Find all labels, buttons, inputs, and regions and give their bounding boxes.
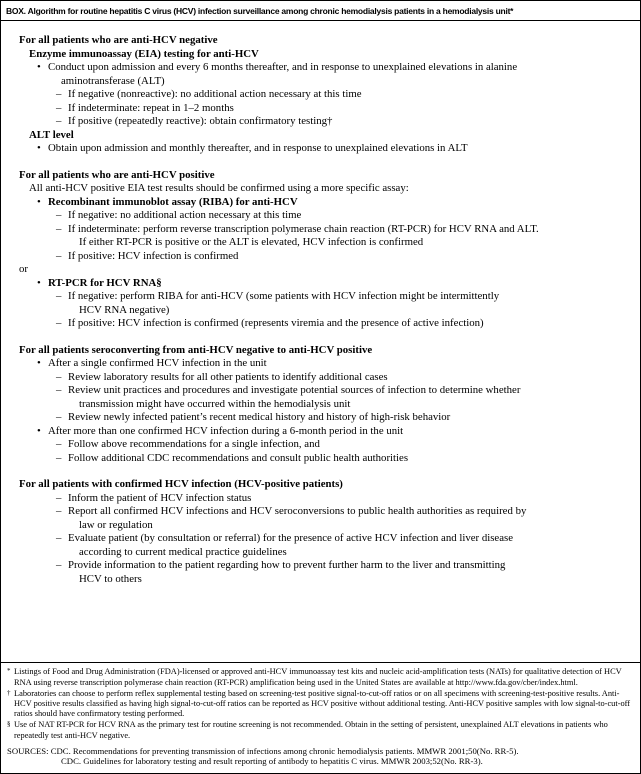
dash-marker: – bbox=[56, 222, 62, 235]
dash-marker: – bbox=[56, 101, 62, 114]
item-text: Recombinant immunoblot assay (RIBA) for anti-HCV bbox=[48, 195, 298, 208]
source-text: CDC. Guidelines for laboratory testing and result reporting of antibody to hepatitis C virus. MMWR 2003;52(No. RR-3). bbox=[61, 756, 483, 767]
section bbox=[11, 169, 628, 331]
content-line-dash bbox=[11, 209, 628, 223]
source-line bbox=[7, 756, 632, 767]
content-line-dash bbox=[11, 223, 628, 237]
footnote-marker: † bbox=[7, 688, 11, 697]
section-heading: For all patients who are anti-HCV negative bbox=[19, 34, 218, 46]
footnote-text: Listings of Food and Drug Administration (FDA)-licensed or approved anti-HCV immunoassay test kits and nucleic acid-amplification tests (NATs) for qualitative detection of HCV RNA using reverse transcription polymerase chain reaction (RT-PCR) amplification being used in the United States are available at http://www.fda.gov/cber/index.html. bbox=[14, 667, 622, 687]
content-line-bullet bbox=[11, 357, 628, 371]
footnote-marker: § bbox=[7, 720, 11, 729]
section bbox=[11, 478, 628, 586]
dash-marker: – bbox=[56, 384, 62, 396]
section-heading: For all patients who are anti-HCV positive bbox=[19, 168, 215, 181]
dash-marker: – bbox=[56, 88, 62, 100]
continuation-line: HCV RNA negative) bbox=[79, 303, 170, 316]
content-line-dash bbox=[11, 438, 628, 452]
item-text: Review unit practices and procedures and investigate potential sources of infection to determine whether bbox=[68, 384, 521, 396]
footnote-text: Use of NAT RT-PCR for HCV RNA as the primary test for routine screening is not recommended. Obtain in the setting of persistent, unexplained ALT elevations in patients who repeatedly test anti-HCV negative. bbox=[14, 720, 608, 740]
content-line-dash bbox=[11, 317, 628, 331]
content-line-dash bbox=[11, 250, 628, 264]
dash-marker: – bbox=[56, 505, 62, 517]
content-line-bullet-bold bbox=[11, 277, 628, 291]
content-line-dash bbox=[11, 559, 628, 573]
item-text: Conduct upon admission and every 6 months thereafter, and in response to unexplained elevations in alanine bbox=[48, 61, 518, 73]
item-text: If negative: no additional action necessary at this time bbox=[68, 209, 302, 221]
continuation-line: law or regulation bbox=[79, 518, 153, 531]
dash-marker: – bbox=[56, 559, 62, 571]
box-content bbox=[1, 21, 640, 662]
dash-marker: – bbox=[56, 491, 62, 504]
footnote-list bbox=[7, 667, 632, 740]
section-heading: For all patients with confirmed HCV infection (HCV-positive patients) bbox=[19, 478, 343, 490]
item-text: If indeterminate: perform reverse transcription polymerase chain reaction (RT-PCR) for HCV RNA and ALT. bbox=[68, 222, 539, 235]
sources-label: SOURCES: bbox=[7, 745, 49, 756]
dash-marker: – bbox=[56, 532, 62, 544]
content-line-or: or bbox=[19, 263, 28, 275]
source-text: CDC. Recommendations for preventing transmission of infections among chronic hemodialysis patients. MMWR 2001;50(No. RR-5). bbox=[50, 745, 519, 756]
footnote bbox=[7, 720, 632, 740]
item-text: Obtain upon admission and monthly thereafter, and in response to unexplained elevations in ALT bbox=[48, 142, 468, 154]
content-line-dash bbox=[11, 290, 628, 304]
content-line-subheading: ALT level bbox=[29, 128, 74, 141]
dash-marker: – bbox=[56, 249, 62, 262]
content-line-dash bbox=[11, 102, 628, 116]
bullet-marker: • bbox=[37, 357, 41, 369]
content-line-bullet bbox=[11, 61, 628, 75]
content-line-dash bbox=[11, 532, 628, 546]
box-title: BOX. Algorithm for routine hepatitis C virus (HCV) infection surveillance among chronic hemodialysis patients in a hemodialysis unit* bbox=[1, 1, 640, 21]
dash-marker: – bbox=[56, 411, 62, 423]
dash-marker: – bbox=[56, 370, 62, 383]
content-line-dash bbox=[11, 452, 628, 466]
dash-marker: – bbox=[56, 317, 62, 329]
continuation-line: aminotransferase (ALT) bbox=[61, 74, 165, 87]
content-line-dash bbox=[11, 371, 628, 385]
section bbox=[11, 344, 628, 466]
item-text: Review laboratory results for all other patients to identify additional cases bbox=[68, 370, 388, 383]
bullet-marker: • bbox=[37, 424, 41, 437]
content-line-bullet-bold bbox=[11, 196, 628, 210]
footnote-marker: * bbox=[7, 667, 11, 676]
item-text: RT-PCR for HCV RNA§ bbox=[48, 276, 162, 289]
content-line-bullet bbox=[11, 425, 628, 439]
item-text: Review newly infected patient’s recent medical history and history of high-risk behavior bbox=[68, 411, 451, 423]
item-text: Evaluate patient (by consultation or referral) for the presence of active HCV infection and liver disease bbox=[68, 532, 513, 544]
continuation-line: HCV to others bbox=[79, 572, 142, 585]
item-text: If positive: HCV infection is confirmed bbox=[68, 249, 239, 262]
item-text: Report all confirmed HCV infections and HCV seroconversions to public health authorities as required by bbox=[68, 505, 527, 517]
bullet-marker: • bbox=[37, 195, 41, 208]
content-line-dash bbox=[11, 411, 628, 425]
bullet-marker: • bbox=[37, 142, 41, 154]
content-line-bullet bbox=[11, 142, 628, 156]
content-line-dash bbox=[11, 88, 628, 102]
item-text: After more than one confirmed HCV infection during a 6-month period in the unit bbox=[48, 424, 404, 437]
continuation-line: transmission might have occurred within the hemodialysis unit bbox=[79, 397, 351, 410]
content-line-dash bbox=[11, 384, 628, 398]
item-text: Provide information to the patient regarding how to prevent further harm to the liver and transmitting bbox=[68, 559, 506, 571]
dash-marker: – bbox=[56, 115, 62, 127]
footnote-text: Laboratories can choose to perform reflex supplemental testing based on screening-test positive signal-to-cut-off ratios or on all specimens with screening-test-positive results. Anti-HCV positive results classified as having high signal-to-cut-off ratios can be reported as HCV positive without additional testing. Anti-HCV positive samples with low signal-to-cut-off ratios should have confirmatory testing performed. bbox=[14, 688, 631, 719]
source-line bbox=[7, 746, 632, 757]
item-text: If positive: HCV infection is confirmed (represents viremia and the presence of active infection) bbox=[68, 317, 484, 329]
item-text: If negative: perform RIBA for anti-HCV (some patients with HCV infection might be intermittently bbox=[68, 290, 500, 302]
footnote bbox=[7, 667, 632, 687]
dash-marker: – bbox=[56, 209, 62, 221]
continuation-line: according to current medical practice guidelines bbox=[79, 545, 287, 558]
continuation-line: If either RT-PCR is positive or the ALT is elevated, HCV infection is confirmed bbox=[79, 236, 424, 248]
item-text: Follow additional CDC recommendations and consult public health authorities bbox=[68, 451, 409, 464]
item-text: Follow above recommendations for a single infection, and bbox=[68, 438, 320, 450]
item-text: If negative (nonreactive): no additional action necessary at this time bbox=[68, 88, 362, 100]
dash-marker: – bbox=[56, 438, 62, 450]
content-line-plain: All anti-HCV positive EIA test results should be confirmed using a more specific assay: bbox=[29, 182, 409, 194]
item-text: If positive (repeatedly reactive): obtain confirmatory testing† bbox=[68, 115, 333, 127]
sources bbox=[7, 746, 632, 767]
item-text: After a single confirmed HCV infection in the unit bbox=[48, 357, 267, 369]
content-line-dash bbox=[11, 115, 628, 129]
bullet-marker: • bbox=[37, 61, 41, 73]
footnote bbox=[7, 689, 632, 720]
bullet-marker: • bbox=[37, 276, 41, 289]
dash-marker: – bbox=[56, 290, 62, 302]
content-line-dash bbox=[11, 505, 628, 519]
item-text: If indeterminate: repeat in 1–2 months bbox=[68, 101, 234, 114]
item-text: Inform the patient of HCV infection status bbox=[68, 491, 252, 504]
content-line-subheading: Enzyme immunoassay (EIA) testing for anti-HCV bbox=[29, 47, 259, 60]
content-line-dash bbox=[11, 492, 628, 506]
dash-marker: – bbox=[56, 451, 62, 464]
footnotes bbox=[1, 662, 640, 773]
section bbox=[11, 34, 628, 156]
section-heading: For all patients seroconverting from anti-HCV negative to anti-HCV positive bbox=[19, 343, 373, 356]
